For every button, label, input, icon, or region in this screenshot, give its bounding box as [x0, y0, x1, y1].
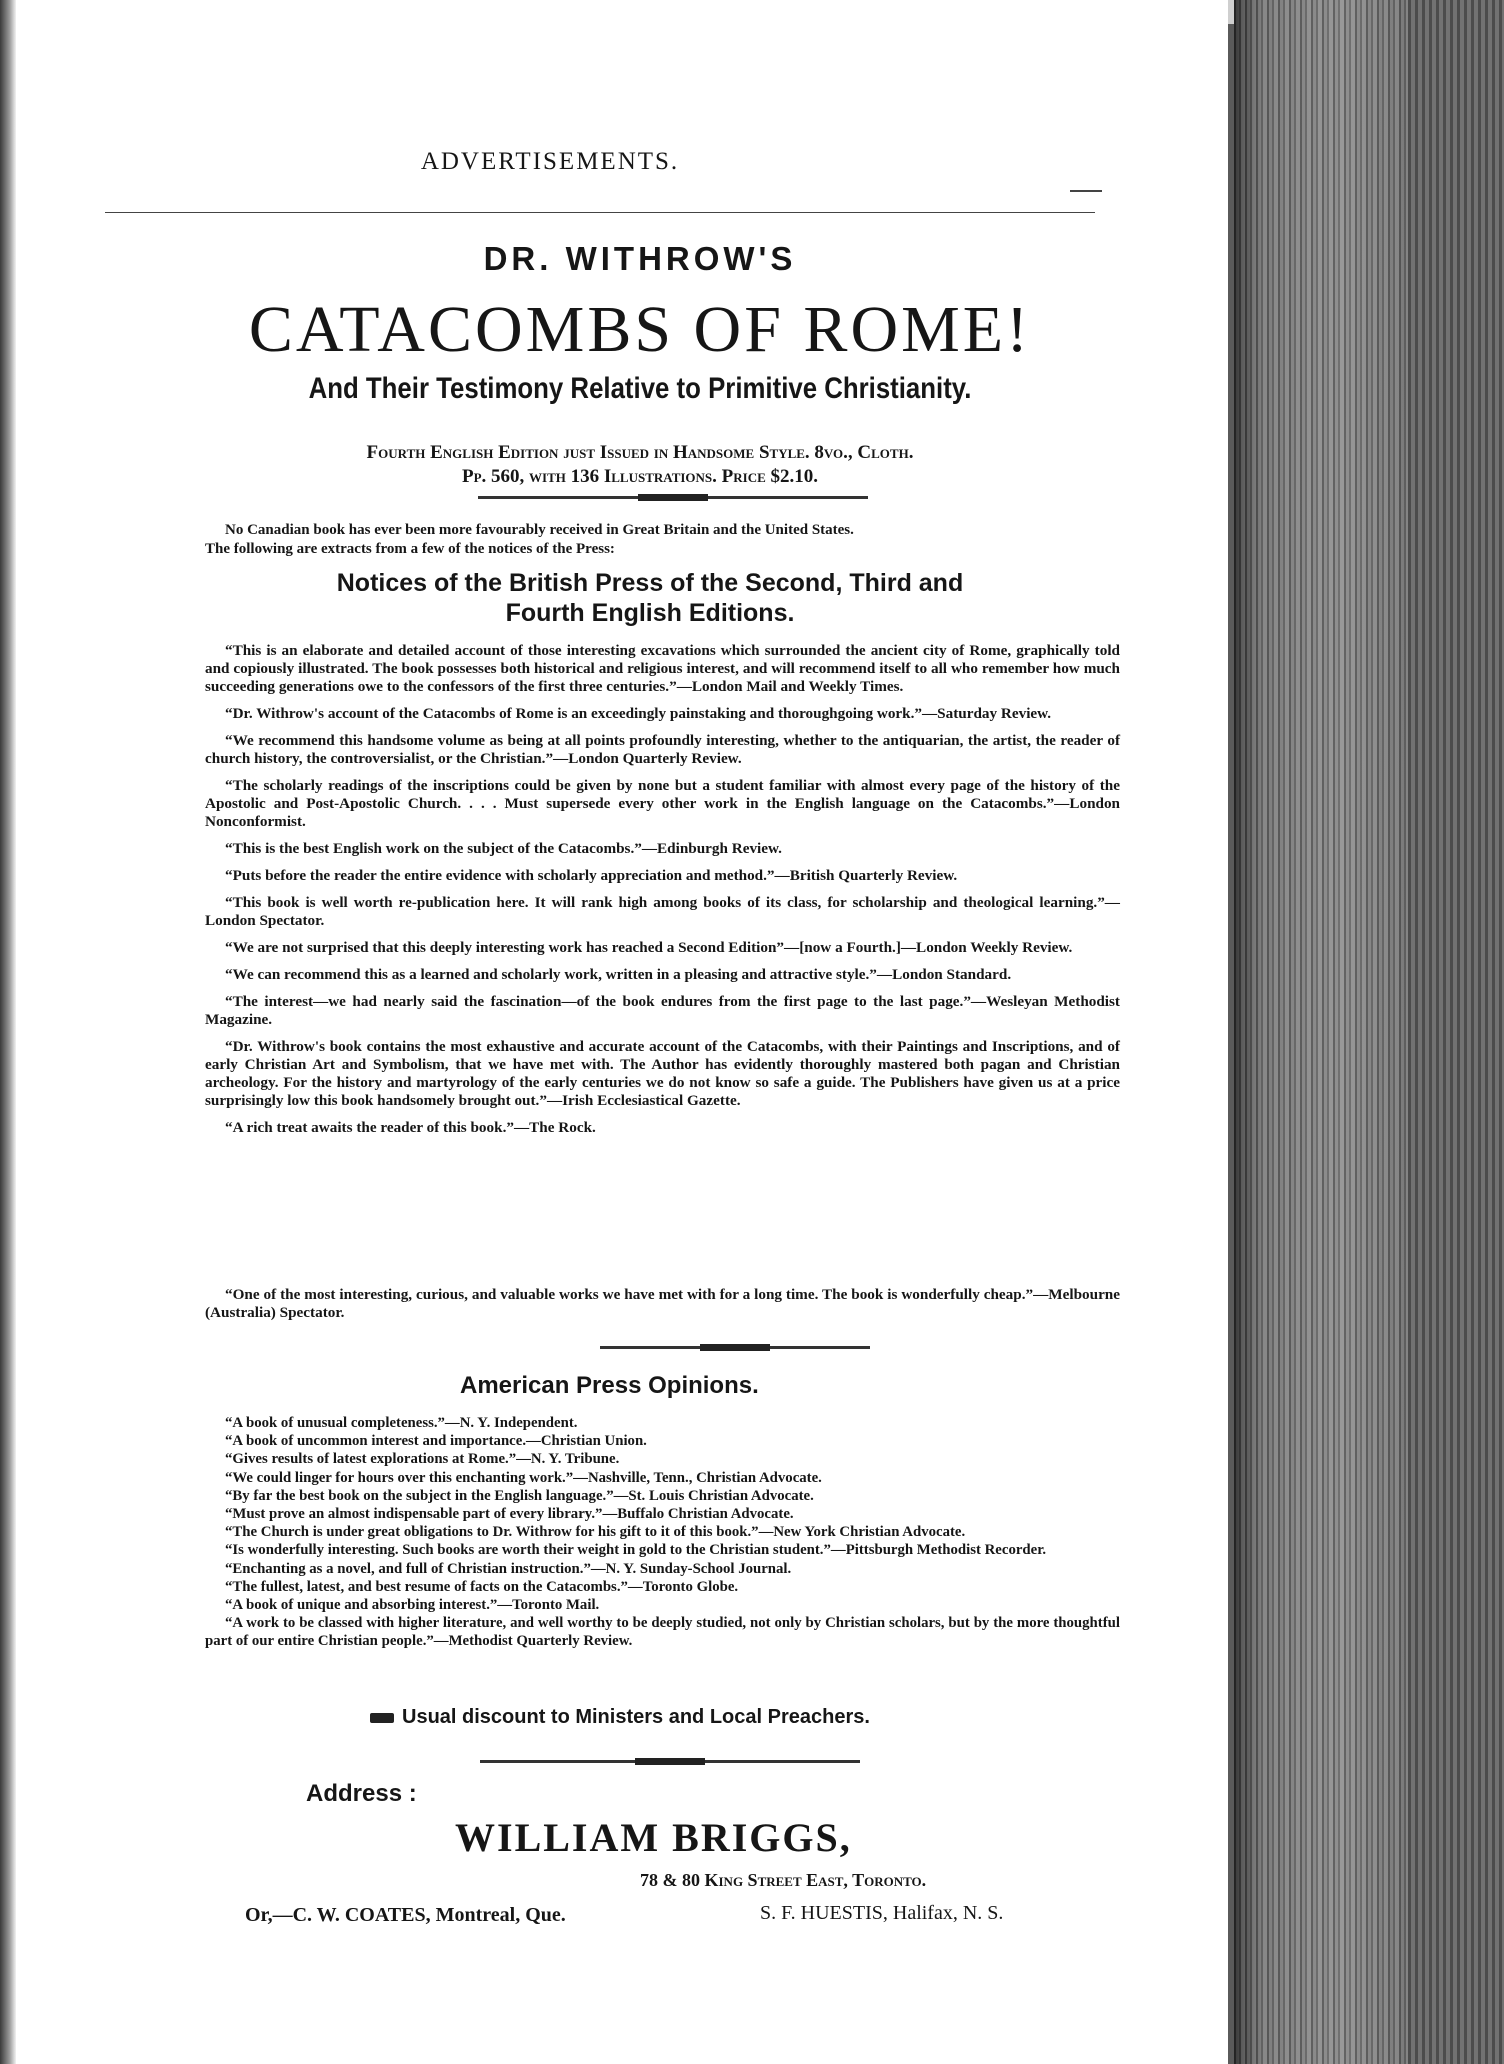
british-quote: “Dr. Withrow's account of the Catacombs of Rome is an exceedingly painstaking and thoroughgoing work.”—Saturday Review.	[225, 705, 1052, 722]
page-left-edge	[0, 0, 16, 2064]
american-quote: “The fullest, latest, and best resume of facts on the Catacombs.”—Toronto Globe.	[225, 1578, 739, 1595]
american-opinions-title: American Press Opinions.	[460, 1372, 759, 1399]
header-rule	[105, 212, 1095, 213]
british-quote: “This is an elaborate and detailed account of those interesting excavations which surrounded the ancient city of Rome, graphically told and copiously illustrated. The book possesses both historical and religious interest, and will recommend itself to all who remember how much succeeding generations owe to the confessors of the first three centuries.”—London Mail and Weekly Times.	[205, 642, 1120, 695]
american-quote: “By far the best book on the subject in the English language.”—St. Louis Christian Advocate.	[225, 1487, 814, 1504]
british-quote: “We can recommend this as a learned and scholarly work, written in a pleasing and attractive style.”—London Standard.	[225, 966, 1012, 983]
british-quote: “A rich treat awaits the reader of this book.”—The Rock.	[225, 1119, 596, 1136]
british-quote: “Puts before the reader the entire evidence with scholarly appreciation and method.”—British Quarterly Review.	[225, 867, 958, 884]
american-quote: “Gives results of latest explorations at Rome.”—N. Y. Tribune.	[225, 1451, 620, 1468]
address-label: Address :	[306, 1780, 417, 1807]
publisher-address: 78 & 80 King Street East, Toronto.	[640, 1870, 927, 1890]
alt-agent-halifax: S. F. HUESTIS, Halifax, N. S.	[760, 1902, 1004, 1924]
british-quote: “The interest—we had nearly said the fascination—of the book endures from the first page to the last page.”—Wesleyan Methodist Magazine.	[205, 993, 1120, 1028]
title-author: DR. WITHROW'S	[483, 240, 797, 277]
book-binding	[1234, 0, 1504, 2064]
british-quote: “We are not surprised that this deeply interesting work has reached a Second Edition”—[now a Fourth.]—London Weekly Review.	[225, 939, 1073, 956]
american-quotes	[205, 1414, 1120, 1651]
british-quote: “We recommend this handsome volume as being at all points profoundly interesting, whether to the antiquarian, the artist, the reader of church history, the controversialist, or the Christian.”—London Quarterly Review.	[205, 732, 1120, 767]
american-quote: “A work to be classed with higher literature, and well worthy to be deeply studied, not only by Christian scholars, but by the more thoughtful part of our entire Christian people.”—Methodist Quarterly Review.	[205, 1615, 1120, 1650]
edition-line-1: Fourth English Edition just Issued in Handsome Style. 8vo., Cloth.	[366, 442, 914, 463]
american-quote: “A book of unusual completeness.”—N. Y. Independent.	[225, 1415, 578, 1431]
pointing-hand-icon	[370, 1713, 394, 1723]
british-quote: “Dr. Withrow's book contains the most exhaustive and accurate account of the Catacombs, with their Paintings and Inscriptions, and of early Christian Art and Symbolism, that we have met with. The Author has evidently thoroughly mastered both pagan and Christian archeology. For the history and martyrology of the early centuries we do not know so safe a guide. The Publishers have given us at a price surprisingly low this book handsomely brought out.”—Irish Ecclesiastical Gazette.	[205, 1038, 1120, 1109]
title-main: CATACOMBS OF ROME!	[248, 293, 1032, 366]
melbourne-quote: “One of the most interesting, curious, and valuable works we have met with for a long time. The book is wonderfully cheap.”—Melbourne (Australia) Spectator.	[205, 1286, 1120, 1321]
american-quote: “Must prove an almost indispensable part of every library.”—Buffalo Christian Advocate.	[225, 1506, 794, 1523]
british-quote: “This is the best English work on the subject of the Catacombs.”—Edinburgh Review.	[225, 840, 782, 857]
american-quote: “Is wonderfully interesting. Such books are worth their weight in gold to the Christian student.”—Pittsburgh Methodist Recorder.	[225, 1542, 1047, 1559]
title-subtitle: And Their Testimony Relative to Primitive Christianity.	[308, 372, 972, 405]
american-quote: “A book of uncommon interest and importance.—Christian Union.	[225, 1433, 647, 1450]
running-header: ADVERTISEMENTS.	[420, 148, 680, 175]
intro-line-1: No Canadian book has ever been more favourably received in Great Britain and the United States.	[225, 522, 854, 538]
american-quote: “The Church is under great obligations to Dr. Withrow for his gift to it of this book.”—New York Christian Advocate.	[225, 1524, 966, 1541]
intro-line-2: The following are extracts from a few of the notices of the Press:	[205, 541, 615, 557]
ornamental-rule	[478, 496, 868, 499]
british-notices-title-line-2: Fourth English Editions.	[505, 599, 795, 627]
american-quote: “Enchanting as a novel, and full of Christian instruction.”—N. Y. Sunday-School Journal.	[225, 1560, 792, 1577]
book-binding-outer	[1408, 0, 1504, 2064]
publisher-name: WILLIAM BRIGGS,	[455, 1815, 852, 1860]
ornamental-rule-3	[480, 1760, 860, 1763]
british-notices-title-line-1: Notices of the British Press of the Second, Third and	[336, 569, 964, 597]
british-quote: “This book is well worth re-publication here. It will rank high among books of its class, for scholarship and theological learning.”—London Spectator.	[205, 894, 1120, 929]
american-quote: “We could linger for hours over this enchanting work.”—Nashville, Tenn., Christian Advocate.	[225, 1469, 822, 1486]
edition-line-2: Pp. 560, with 136 Illustrations. Price $2.10.	[461, 466, 819, 487]
british-quote: “The scholarly readings of the inscriptions could be given by none but a student familiar with almost every page of the history of the Apostolic and Post-Apostolic Church. . . . Must supersede every other work in the English language on the Catacombs.”—London Nonconformist.	[205, 777, 1120, 830]
british-quotes	[205, 642, 1120, 1146]
discount-text: Usual discount to Ministers and Local Preachers.	[402, 1706, 870, 1728]
alt-agent-montreal: Or,—C. W. COATES, Montreal, Que.	[245, 1904, 566, 1926]
british-notices-title	[210, 568, 1090, 628]
discount-notice	[370, 1706, 870, 1729]
header-rule-short	[1070, 190, 1102, 192]
ornamental-rule-2	[600, 1346, 870, 1349]
american-quote: “A book of unique and absorbing interest.”—Toronto Mail.	[225, 1597, 600, 1614]
